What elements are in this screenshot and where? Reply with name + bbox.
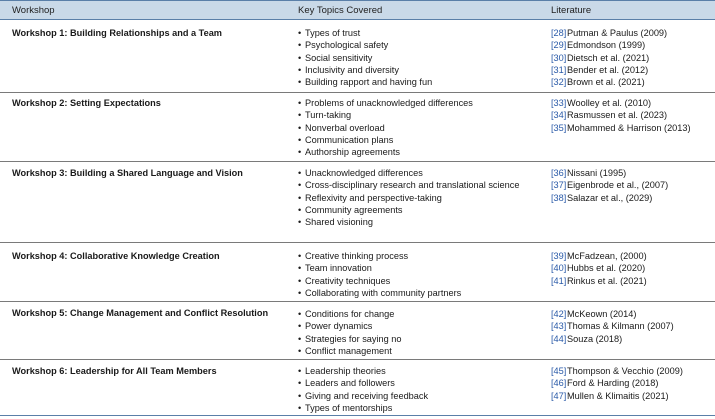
topic-item: • Communication plans bbox=[298, 134, 548, 146]
topic-item: • Creative thinking process bbox=[298, 250, 548, 262]
workshop-title: Workshop 4: Collaborative Knowledge Creation bbox=[12, 251, 220, 261]
topic-item: • Social sensitivity bbox=[298, 52, 548, 64]
topic-item: • Unacknowledged differences bbox=[298, 167, 548, 179]
topic-item: • Inclusivity and diversity bbox=[298, 64, 548, 76]
workshop-title: Workshop 6: Leadership for All Team Members bbox=[12, 366, 217, 376]
reference-item bbox=[551, 377, 711, 389]
reference-link[interactable]: [31] bbox=[551, 64, 567, 75]
topics-list bbox=[298, 308, 548, 357]
reference-text: Nissani (1995) bbox=[567, 168, 627, 178]
table-row bbox=[0, 162, 715, 243]
topic-item: • Conflict management bbox=[298, 345, 548, 357]
reference-item bbox=[551, 333, 711, 345]
reference-text: Woolley et al. (2010) bbox=[567, 98, 652, 108]
topics-list bbox=[298, 250, 548, 299]
workshop-title: Workshop 5: Change Management and Conflict Resolution bbox=[12, 308, 269, 318]
topic-item: • Problems of unacknowledged differences bbox=[298, 97, 548, 109]
reference-item bbox=[551, 76, 711, 88]
reference-item bbox=[551, 109, 711, 121]
reference-link[interactable]: [33] bbox=[551, 98, 567, 108]
topics-list bbox=[298, 365, 548, 414]
reference-link[interactable]: [35] bbox=[551, 122, 567, 133]
reference-link[interactable]: [41] bbox=[551, 275, 567, 286]
topic-item: • Community agreements bbox=[298, 204, 548, 216]
reference-link[interactable]: [43] bbox=[551, 321, 567, 332]
reference-item bbox=[551, 27, 711, 39]
topics-list bbox=[298, 167, 548, 228]
reference-text: Mullen & Klimaitis (2021) bbox=[567, 390, 669, 401]
topic-item: • Authorship agreements bbox=[298, 146, 548, 158]
reference-text: Souza (2018) bbox=[567, 333, 623, 344]
reference-text: Edmondson (1999) bbox=[567, 40, 646, 51]
reference-text: Rasmussen et al. (2023) bbox=[567, 110, 668, 121]
reference-link[interactable]: [37] bbox=[551, 180, 567, 191]
reference-text: Thompson & Vecchio (2009) bbox=[567, 366, 683, 376]
reference-link[interactable]: [47] bbox=[551, 390, 567, 401]
topic-item: • Creativity techniques bbox=[298, 275, 548, 287]
topic-item: • Types of trust bbox=[298, 27, 548, 39]
literature-list bbox=[551, 250, 711, 287]
topics-list bbox=[298, 97, 548, 158]
reference-item bbox=[551, 64, 711, 76]
reference-link[interactable]: [36] bbox=[551, 168, 567, 178]
topic-item: • Conditions for change bbox=[298, 308, 548, 320]
reference-link[interactable]: [42] bbox=[551, 309, 567, 319]
literature-list bbox=[551, 167, 711, 204]
reference-text: Bender et al. (2012) bbox=[567, 64, 649, 75]
reference-text: Rinkus et al. (2021) bbox=[567, 275, 647, 286]
reference-link[interactable]: [28] bbox=[551, 28, 567, 38]
reference-item bbox=[551, 308, 711, 320]
reference-text: McFadzean, (2000) bbox=[567, 251, 647, 261]
topic-item: • Nonverbal overload bbox=[298, 122, 548, 134]
reference-text: Hubbs et al. (2020) bbox=[567, 263, 646, 274]
topic-item: • Building rapport and having fun bbox=[298, 76, 548, 88]
reference-link[interactable]: [29] bbox=[551, 40, 567, 51]
reference-link[interactable]: [39] bbox=[551, 251, 567, 261]
reference-link[interactable]: [30] bbox=[551, 52, 567, 63]
header-key-topics: Key Topics Covered bbox=[298, 5, 383, 16]
topic-item: • Shared visioning bbox=[298, 216, 548, 228]
reference-text: Thomas & Kilmann (2007) bbox=[567, 321, 674, 332]
reference-link[interactable]: [32] bbox=[551, 77, 567, 88]
table-row bbox=[0, 243, 715, 302]
reference-item bbox=[551, 39, 711, 51]
workshop-title: Workshop 3: Building a Shared Language and Vision bbox=[12, 168, 243, 178]
literature-list bbox=[551, 27, 711, 88]
workshop-title: Workshop 1: Building Relationships and a Team bbox=[12, 28, 222, 38]
table-row bbox=[0, 93, 715, 162]
reference-item bbox=[551, 167, 711, 179]
header-workshop: Workshop bbox=[12, 5, 55, 16]
literature-list bbox=[551, 308, 711, 345]
topic-item: • Leaders and followers bbox=[298, 377, 548, 389]
header-literature: Literature bbox=[551, 5, 592, 16]
topic-item: • Types of mentorships bbox=[298, 402, 548, 414]
reference-item bbox=[551, 390, 711, 402]
reference-text: Putman & Paulus (2009) bbox=[567, 28, 668, 38]
topic-item: • Giving and receiving feedback bbox=[298, 390, 548, 402]
topic-item: • Team innovation bbox=[298, 262, 548, 274]
reference-link[interactable]: [38] bbox=[551, 192, 567, 203]
reference-item bbox=[551, 122, 711, 134]
reference-link[interactable]: [46] bbox=[551, 378, 567, 389]
topic-item: • Turn-taking bbox=[298, 109, 548, 121]
reference-item bbox=[551, 320, 711, 332]
reference-link[interactable]: [40] bbox=[551, 263, 567, 274]
reference-item bbox=[551, 97, 711, 109]
reference-text: Brown et al. (2021) bbox=[567, 77, 645, 88]
reference-link[interactable]: [45] bbox=[551, 366, 567, 376]
topic-item: • Leadership theories bbox=[298, 365, 548, 377]
reference-text: Ford & Harding (2018) bbox=[567, 378, 659, 389]
topic-item: • Reflexivity and perspective-taking bbox=[298, 192, 548, 204]
table-row bbox=[0, 302, 715, 360]
table-row bbox=[0, 360, 715, 415]
topic-item: • Strategies for saying no bbox=[298, 333, 548, 345]
reference-item bbox=[551, 275, 711, 287]
literature-list bbox=[551, 365, 711, 402]
reference-item bbox=[551, 179, 711, 191]
reference-text: Eigenbrode et al., (2007) bbox=[567, 180, 669, 191]
reference-item bbox=[551, 192, 711, 204]
table-row bbox=[0, 20, 715, 93]
literature-list bbox=[551, 97, 711, 134]
reference-item bbox=[551, 365, 711, 377]
reference-item bbox=[551, 52, 711, 64]
topic-item: • Cross-disciplinary research and translational science bbox=[298, 179, 548, 191]
reference-item bbox=[551, 262, 711, 274]
topic-item: • Psychological safety bbox=[298, 39, 548, 51]
reference-link[interactable]: [44] bbox=[551, 333, 567, 344]
table-header bbox=[0, 0, 715, 20]
reference-text: Mohammed & Harrison (2013) bbox=[567, 122, 691, 133]
topic-item: • Power dynamics bbox=[298, 320, 548, 332]
reference-text: Salazar et al., (2029) bbox=[567, 192, 653, 203]
reference-text: Dietsch et al. (2021) bbox=[567, 52, 650, 63]
table-bottom-rule bbox=[0, 415, 715, 416]
reference-text: McKeown (2014) bbox=[567, 309, 637, 319]
workshop-title: Workshop 2: Setting Expectations bbox=[12, 98, 161, 108]
reference-item bbox=[551, 250, 711, 262]
topics-list bbox=[298, 27, 548, 88]
topic-item: • Collaborating with community partners bbox=[298, 287, 548, 299]
reference-link[interactable]: [34] bbox=[551, 110, 567, 121]
